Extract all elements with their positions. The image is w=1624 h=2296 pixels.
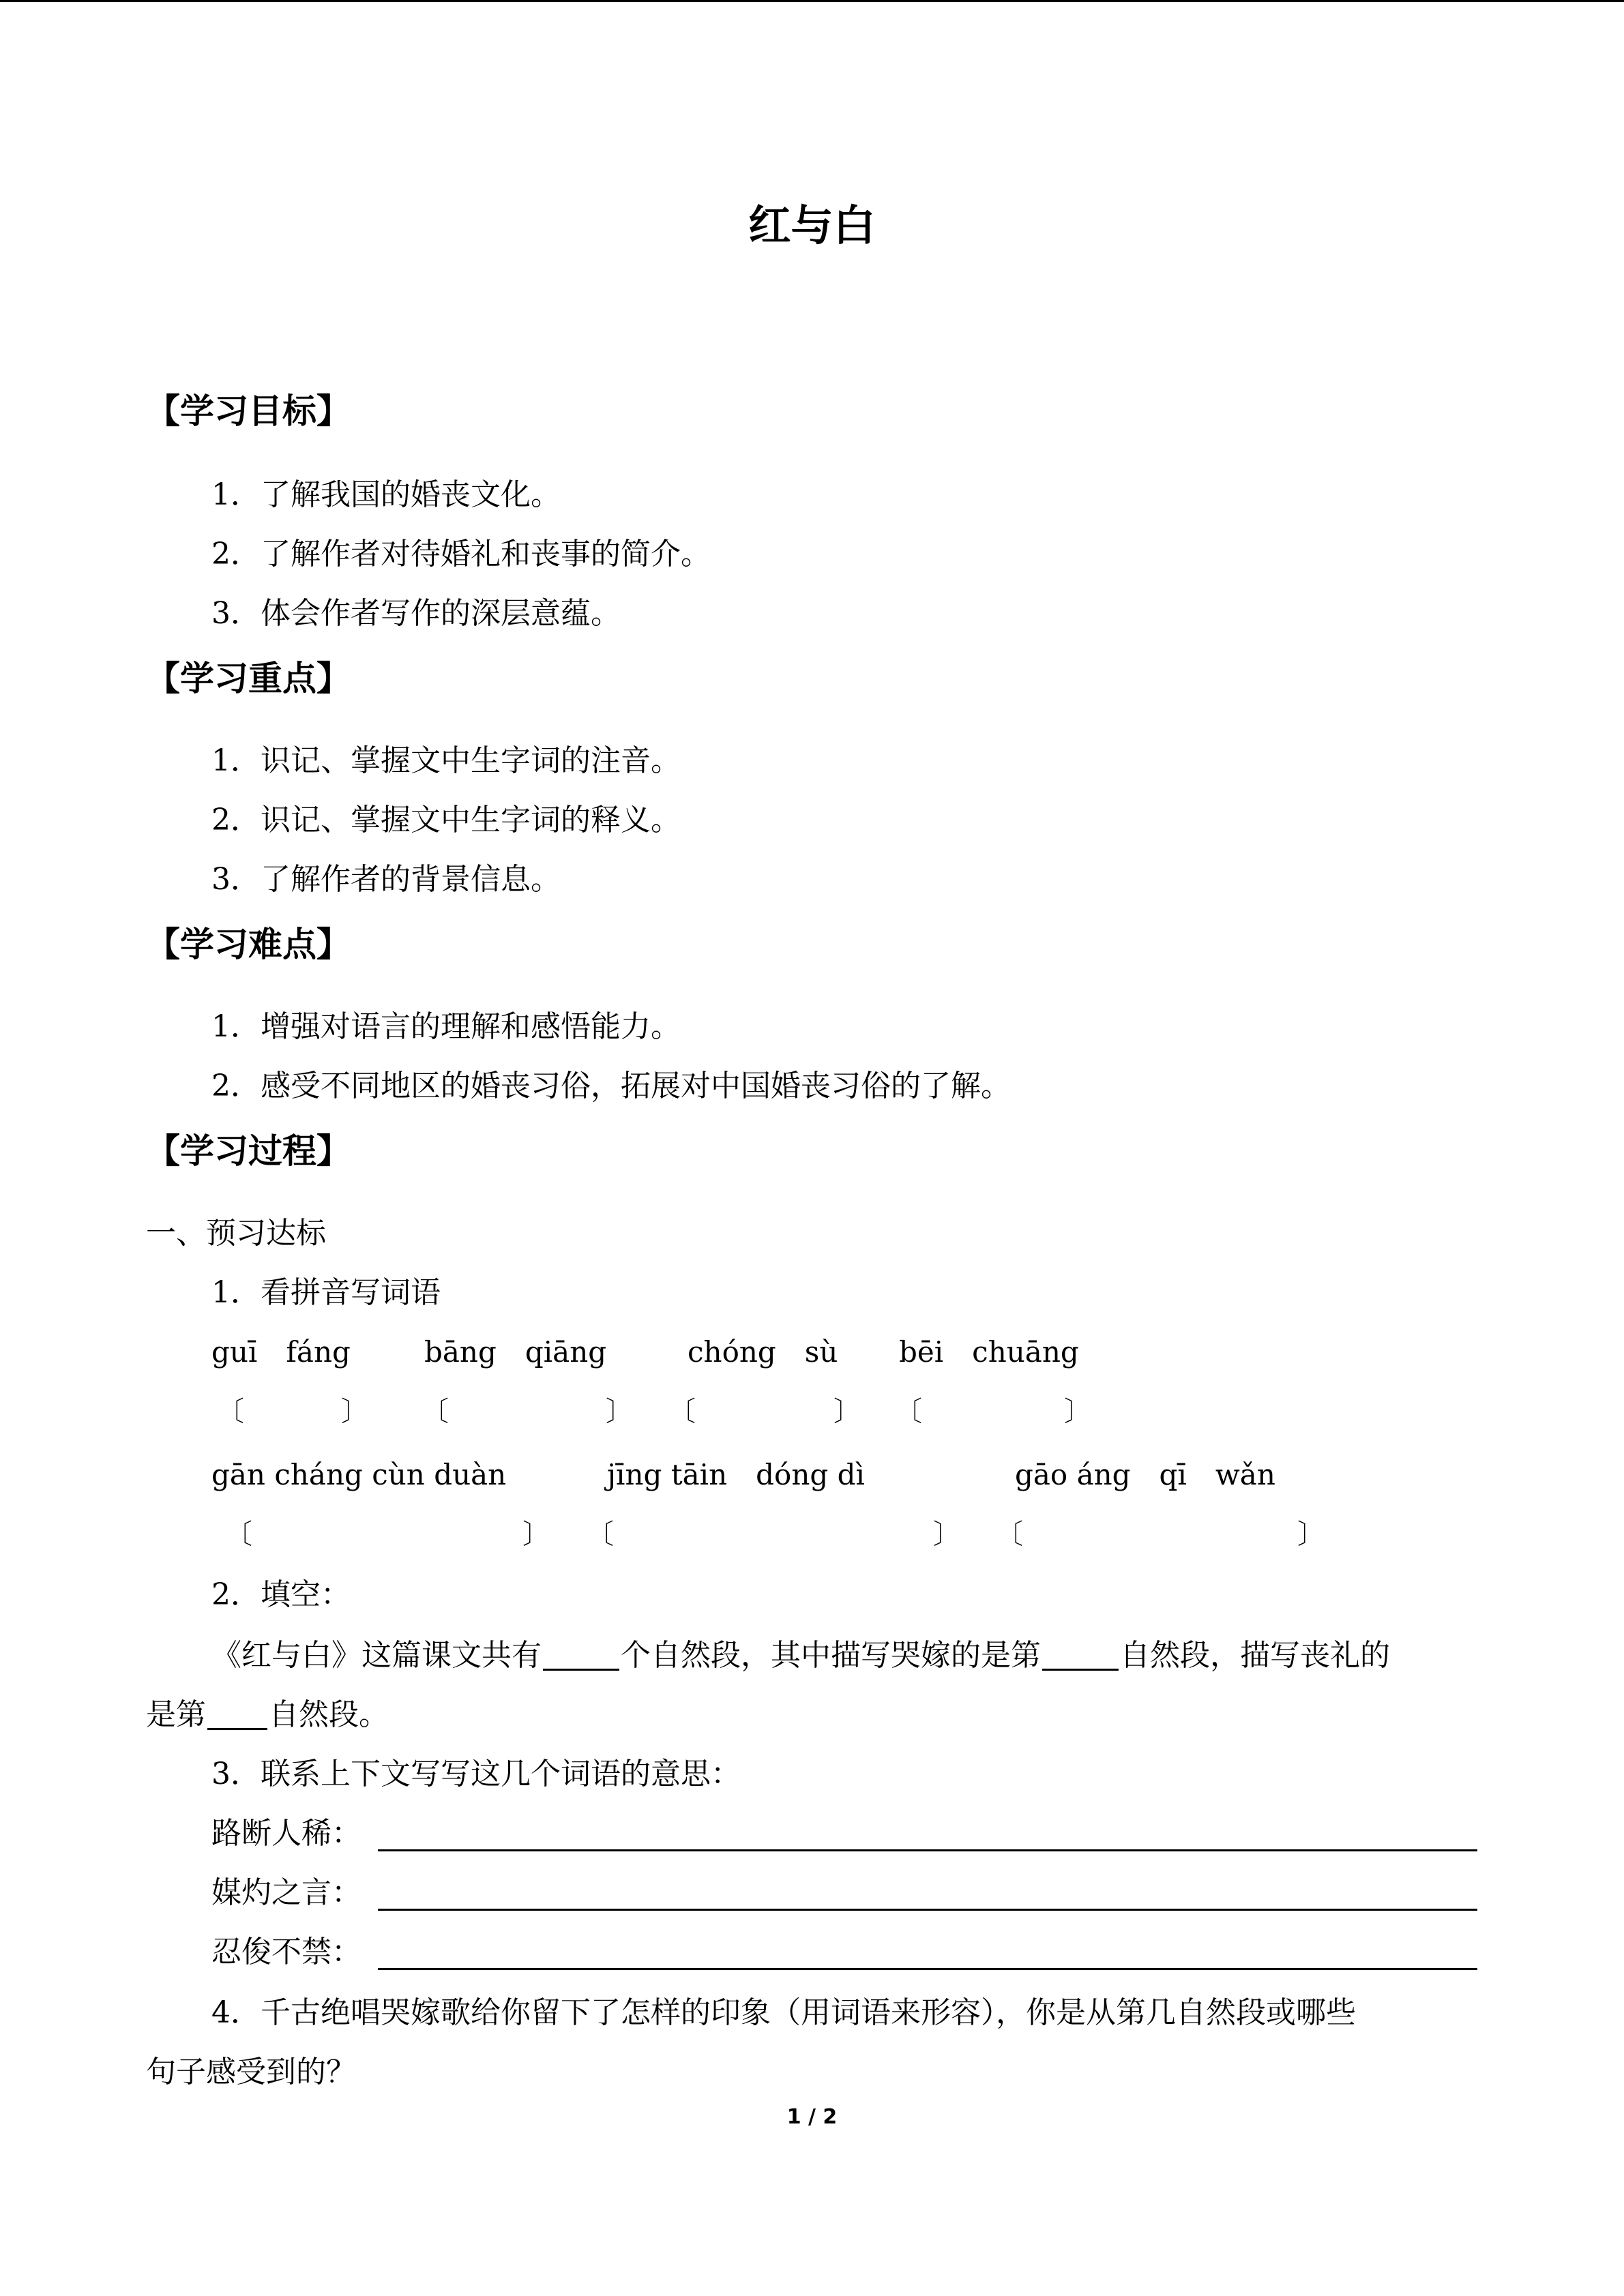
fill-blank[interactable] [543,1641,619,1671]
heading-difficulties: 【学习难点】 [146,925,351,964]
answer-bracket-open: 〔 [587,1519,614,1550]
difficulty-item: 1．增强对语言的理解和感悟能力。 [211,1009,681,1044]
answer-bracket-open: 〔 [217,1396,244,1427]
text-fragment: 自然段，描写丧礼的 [1120,1638,1390,1673]
answer-bracket-close: 〕 [1064,1396,1091,1427]
fill-blank[interactable] [207,1701,267,1730]
question-1: 1．看拼音写词语 [211,1275,441,1310]
answer-line[interactable] [378,1909,1477,1911]
answer-bracket-close: 〕 [606,1396,633,1427]
question-2-text-cont [146,1697,389,1732]
answer-line[interactable] [378,1968,1477,1970]
answer-bracket-close: 〕 [341,1396,368,1427]
part-one-label: 一、预习达标 [146,1216,326,1251]
pinyin-word: gāo áng qī wǎn [1015,1458,1275,1491]
pinyin-word: chóng sù [688,1335,838,1369]
question-2-text [211,1638,1390,1673]
pinyin-word: bāng qiāng [424,1335,607,1369]
pinyin-word: gān cháng cùn duàn [211,1458,507,1491]
answer-bracket-open: 〔 [895,1396,922,1427]
answer-line[interactable] [378,1849,1477,1851]
text-fragment: 自然段。 [269,1697,389,1732]
text-fragment: 《红与白》这篇课文共有 [211,1638,542,1673]
difficulty-item: 2．感受不同地区的婚丧习俗，拓展对中国婚丧习俗的了解。 [211,1069,1011,1103]
question-2: 2．填空： [211,1577,351,1612]
text-fragment: 是第 [146,1697,206,1732]
answer-bracket-close: 〕 [1297,1519,1325,1550]
pinyin-word: bēi chuāng [899,1335,1079,1369]
term-label: 媒灼之言： [211,1875,361,1910]
goal-item: 2．了解作者对待婚礼和丧事的简介。 [211,537,711,571]
goal-item: 3．体会作者写作的深层意蕴。 [211,596,621,631]
answer-bracket-open: 〔 [668,1396,696,1427]
fill-blank[interactable] [1042,1641,1119,1671]
key-point-item: 1．识记、掌握文中生字词的注音。 [211,743,681,778]
answer-bracket-close: 〕 [833,1396,861,1427]
heading-process: 【学习过程】 [146,1131,351,1171]
term-label: 路断人稀： [211,1816,361,1851]
question-4-cont: 句子感受到的？ [146,2055,356,2089]
text-fragment: 个自然段，其中描写哭嫁的是第 [621,1638,1041,1673]
answer-bracket-open: 〔 [996,1519,1023,1550]
question-3: 3．联系上下文写写这几个词语的意思： [211,1757,741,1791]
heading-goals: 【学习目标】 [146,391,351,431]
goal-item: 1．了解我国的婚丧文化。 [211,477,561,512]
answer-bracket-close: 〕 [522,1519,550,1550]
heading-key-points: 【学习重点】 [146,659,351,698]
page-number: 1 / 2 [786,2105,838,2129]
pinyin-word: guī fáng [211,1335,351,1369]
term-label: 忍俊不禁： [211,1935,361,1969]
document-title: 红与白 [748,200,876,250]
answer-bracket-open: 〔 [422,1396,449,1427]
top-border [0,0,1624,2]
answer-bracket-open: 〔 [225,1519,252,1550]
answer-bracket-close: 〕 [933,1519,960,1550]
question-4: 4．千古绝唱哭嫁歌给你留下了怎样的印象（用词语来形容），你是从第几自然段或哪些 [211,1995,1356,2030]
key-point-item: 3．了解作者的背景信息。 [211,862,561,897]
pinyin-word: jīng tāin dóng dì [607,1458,865,1491]
key-point-item: 2．识记、掌握文中生字词的释义。 [211,803,681,837]
